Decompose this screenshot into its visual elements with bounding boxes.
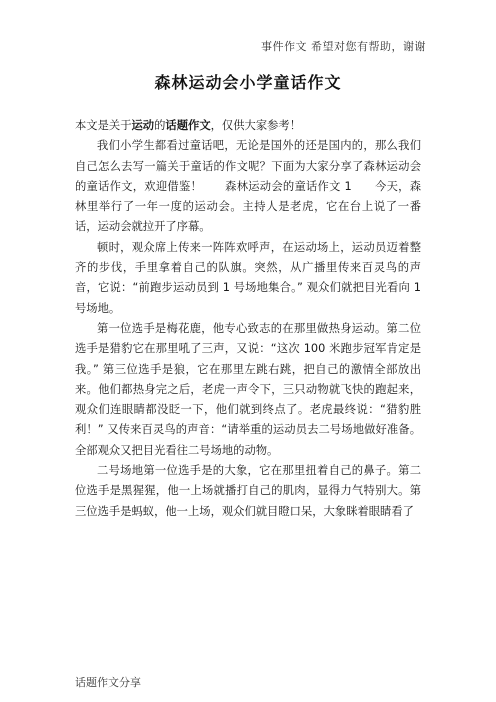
intro-line xyxy=(75,116,421,136)
footer-note: 话题作文分享 xyxy=(75,676,141,689)
paragraph: 第一位选手是梅花鹿，他专心致志的在那里做热身运动。第二位选手是猎豹它在那里吼了三声，又说：“这次 100 米跑步冠军肯定是我。” 第三位选手是狼，它在那里左跳右跳，把自己的激情全部放出来。他们都热身完之后，老虎一声令下，三只动物就飞快的跑起来，观众们连眼睛都没眨一下，他们就到终点了。老虎最终说：“猎豹胜利！” 又传来百灵鸟的声音：“请举重的运动员去二号场地做好准备。全部观众又把目光看往二号场地的动物。 xyxy=(75,321,421,457)
article-body xyxy=(75,116,421,522)
intro-keyword-topic: 话题作文 xyxy=(165,119,211,132)
paragraph: 二号场地第一位选手是的大象，它在那里扭着自己的鼻子。第二位选手是黑猩猩，他一上场就播打自己的肌肉，显得力气特别大。第三位选手是蚂蚁，他一上场，观众们就目瞪口呆，大象眯着眼睛看了 xyxy=(75,464,421,518)
header-note: 事件作文 希望对您有帮助，谢谢 xyxy=(261,40,426,53)
intro-mid: 的 xyxy=(154,119,166,132)
paragraph: 顿时，观众席上传来一阵阵欢呼声，在运动场上，运动员迈着整齐的步伐，手里拿着自己的队旗。突然，从广播里传来百灵鸟的声音，它说：“前跑步运动员到 1 号场地集合。” 观众们就把目光看向 1 号场地。 xyxy=(75,240,421,315)
intro-prefix: 本文是关于 xyxy=(75,119,132,132)
paragraph: 我们小学生都看过童话吧，无论是国外的还是国内的，那么我们自己怎么去写一篇关于童话的作文呢？下面为大家分享了森林运动会的童话作文，欢迎借鉴！ 森林运动会的童话作文 1 今天，森林里举行了一年一度的运动会。主持人是老虎，它在台上说了一番话，运动会就拉开了序幕。 xyxy=(75,139,421,234)
intro-keyword-sport: 运动 xyxy=(131,119,155,132)
intro-suffix: ，仅供大家参考！ xyxy=(210,119,302,132)
page-title: 森林运动会小学童话作文 xyxy=(154,73,342,92)
